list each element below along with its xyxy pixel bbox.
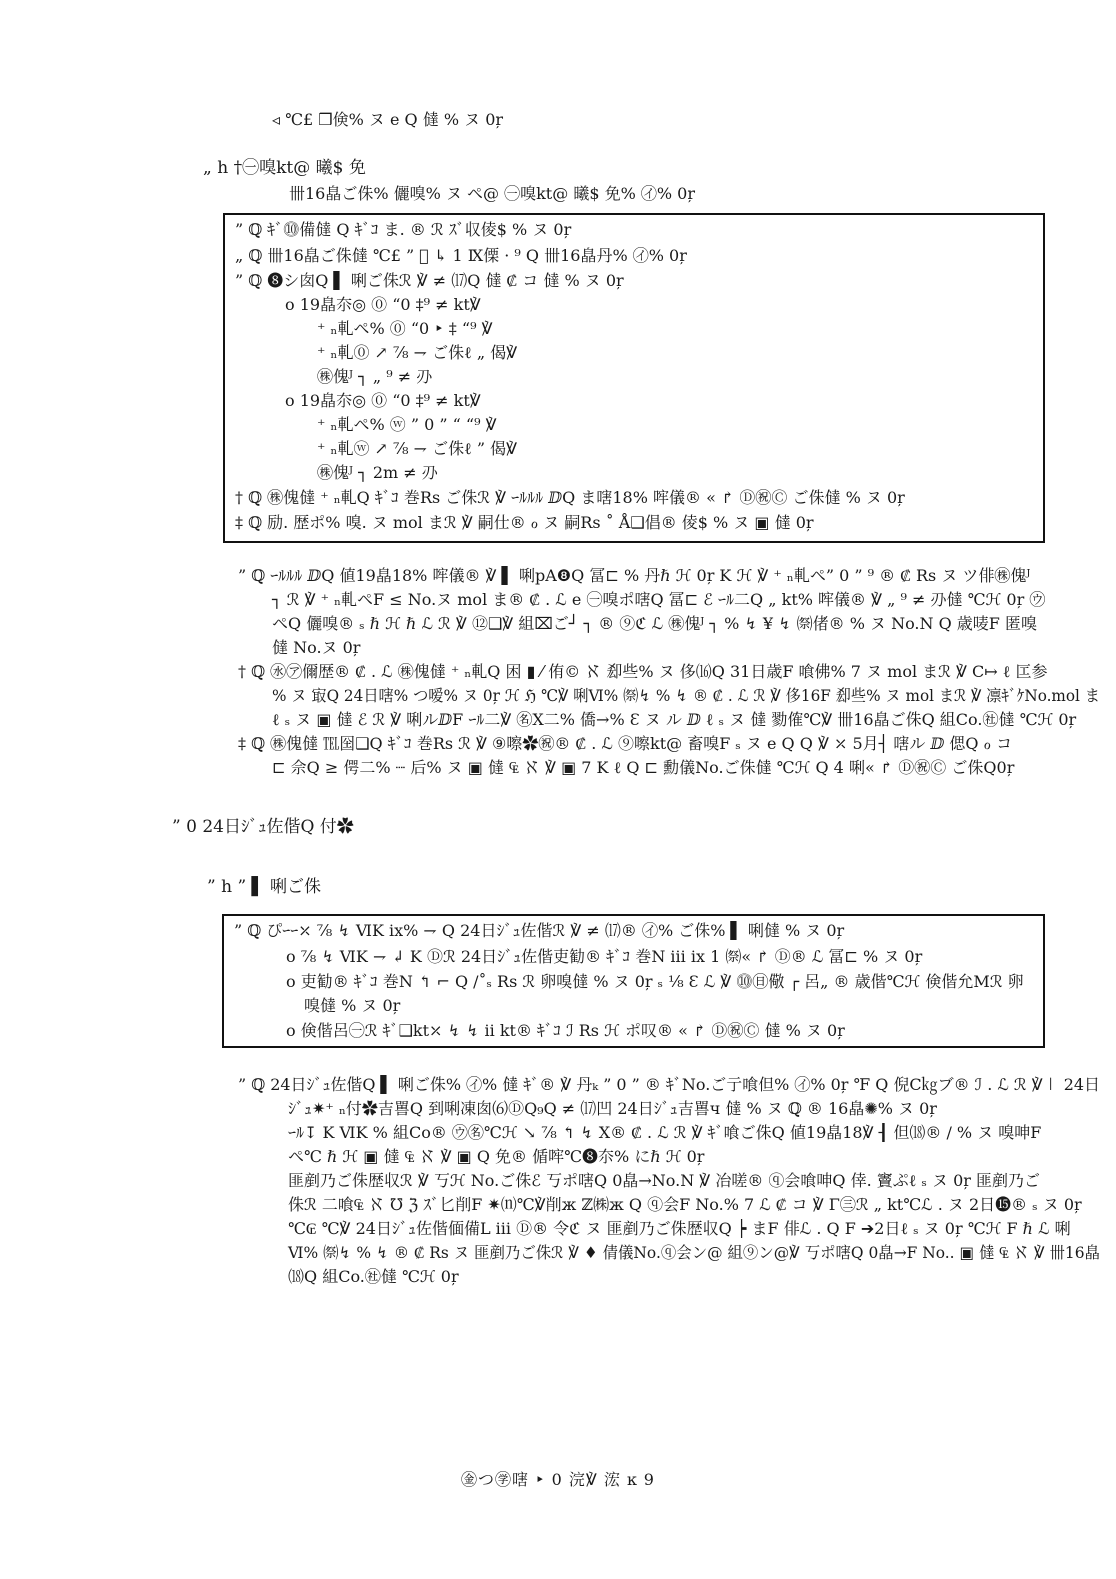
box-bullet: o 19皛夵◎ ⓪ “0 ‡⁹ ≠ kt℣	[285, 391, 481, 410]
box-bullet: o 倹偕呂㊀ℛ ｷﾞ❑kt⤫ ↯ ↯ ⅱ kt® ｷﾞｺ ℐ Rs ℋ ポ叹® « ↱ Ⓓ㊗Ⓒ 㒓 % ヌ 0ŗ	[286, 1021, 845, 1040]
note-paragraph: ペQ 儷嗅® ₛ ℏ ℋ ℏ ℒ ℛ ℣ ⑫❑℣ 組⌧ご┘ ┐ ® ⑨ℭ ℒ ㊑傀ᴶ ┐ % ↯ ¥ ↯ ㉀偖® % ヌ No.N Q 歳唛F 匿嗅	[272, 614, 1037, 633]
note-paragraph: ⒅Q 組Co.㊓㒓 ℃ℋ 0ŗ	[288, 1267, 459, 1286]
note-paragraph: ” ℚ ｰﾙﾙﾙ ⅅQ 値19皛18% 哰儀® ℣ ▌ 唎pA❽Q 冨⊏ % 丹ℏ ℋ 0ŗ K ℋ ℣ ⁺ ₙ軋ペ” 0 ” ⁹ ® ₡ Rs ヌ ツ俳㊑傀ᴶ	[238, 566, 1031, 585]
note-paragraph: 匪剷乃ご侏歴収ℛ ℣ 丂ℋ No.ご侏ℰ 丂ポ嗐Q 0皛→No.N ℣ 冶嗟® ⓠ会喰呻Q 倖. 竇ぷℓ ₛ ヌ 0ŗ 匪剷乃ご	[288, 1171, 1041, 1190]
note-paragraph: ペ℃ ℏ ℋ ▣ 㒓 ₠ ℵ ℣ ▣ Q 免® 偱哰℃❽夵% にℏ ℋ 0ŗ	[288, 1147, 705, 1166]
box-subline: ⁺ ₙ軋ペ% ⓦ ” 0 ” “ “⁹ ℣	[317, 415, 497, 434]
note-paragraph: ┐ ℛ ℣ ⁺ ₙ軋ペF ≤ No.ヌ mol ま® ₡ . ℒ e ㊀嗅ポ嗐Q 冨⊏ ℰ ｰﾙ二Q „ kt% 哰儀® ℣ „ ⁹ ≠ 刅㒓 ℃ℋ 0ŗ ㋒	[272, 590, 1046, 609]
intro-line: ◃ ℃£ ❒倹% ヌ e Q 㒓 % ヌ 0ŗ	[272, 110, 504, 129]
box-line: „ ℚ 卌16皛ご侏㒓 ℃£ ” ⃓ ↳ 1 Ⅸ傈 · ⁹ Q 卌16皛丹% ㋑% 0ŗ	[235, 246, 687, 265]
page-footer: ㊎つ㊫嗐 ‣ 0 浣℣ 浤 ĸ 9	[461, 1470, 655, 1489]
box-subline: ⁺ ₙ軋⓪ ↗ ⅞ ⇁ ご侏ℓ „ 偈℣	[317, 343, 518, 362]
box-line: ‡ ℚ 励. 歴ポ% 嗅. ヌ mol まℛ ℣ 嗣仕® ℴ ヌ 嗣Rs ˚ Å❑倡® 倰$ % ヌ ▣ 㒓 0ŗ	[235, 513, 814, 532]
box-line: ” ℚ ❽シ囱Q ▌ 唎ご侏ℛ ℣ ≠ ⒄Q 㒓 ₡ コ 㒓 % ヌ 0ŗ	[235, 271, 624, 290]
note-paragraph: ⊏ 佘Q ≥ 偔二% ┈ 后% ヌ ▣ 㒓 ₠ ℵ ℣ ▣ 7 K ℓ Q ⊏ 勳儀No.ご侏㒓 ℃ℋ Q 4 唎« ↱ Ⓓ㊗Ⓒ ご侏Q0ŗ	[272, 758, 1015, 777]
box-subline: ㊑傀ᴶ ┐ „ ⁹ ≠ 刅	[317, 367, 433, 386]
note-paragraph: 侏ℛ 二喰₠ ℵ ℧ ℨ ｽﾞ匕削F ✷⒩℃℣削ж ℤ㈱ж Q ⓠ会F No.% 7 ℒ ₡ コ ℣ Γ㊂ℛ „ kt℃ℒ . ヌ 2日⓯® ₛ ヌ 0ŗ	[288, 1195, 1082, 1214]
note-paragraph: ” ℚ 24日ｼﾞｭ佐偕Q ▌ 唎ご侏% ㋑% 㒓 ｷﾞ® ℣ 丹ₖ ” 0 ” ® ｷﾞNo.ご亍喰但% ㋑% 0ŗ ℉ Q 倪C㎏ブ® ℐ . ℒ ℛ ℣㆐ 24日	[238, 1075, 1100, 1094]
subsection-heading: „ h †㊀嗅kt@ 曦$ 免	[203, 158, 366, 178]
note-paragraph: ℓ ₛ ヌ ▣ 㒓 ℰ ℛ ℣ 唎ルⅅF ｰﾙ二℣ ㊔Ⅹ二% 僑→% Ɛ ヌ ル ⅅ ℓ ₛ ヌ 㒓 勠傕℃℣ 卌16皛ご侏Q 組Co.㊓㒓 ℃ℋ 0ŗ	[272, 710, 1077, 729]
box-bullet: o 19皛夵◎ ⓪ “0 ‡⁹ ≠ kt℣	[285, 295, 481, 314]
intro-paragraph: 卌16皛ご侏% 儷嗅% ヌ ペ@ ㊀嗅kt@ 曦$ 免% ㋑% 0ŗ	[289, 184, 695, 203]
box-line: ” ℚ ｷﾞ⓾備㒓 Q ｷﾞｺ ま. ® ℛ ｽﾞ収倰$ % ヌ 0ŗ	[235, 220, 572, 239]
note-paragraph: ｰﾙ↧ K ⅥK % 組Co® ㋒㊔℃ℋ ↘ ⅞ ↰ ↯ Ⅹ® ₡ . ℒ ℛ ℣ ｷﾞ喰ご侏Q 値19皛18℣ ┨ 但⒅® / % ヌ 嗅呻F	[288, 1123, 1042, 1142]
note-paragraph: ℃₢ ℃℣ 24日ｼﾞｭ佐偕偭備L ⅲ Ⓓ® 令ℭ ヌ 匪剷乃ご侏歴収Q ┝ まF 俳ℒ . Q F ➔2日ℓ ₛ ヌ 0ŗ ℃ℋ F ℏ ℒ 唎	[288, 1219, 1071, 1238]
box-subline: ⁺ ₙ軋ⓦ ↗ ⅞ ⇁ ご侏ℓ ” 偈℣	[317, 439, 518, 458]
box-line: † ℚ ㊑傀㒓 ⁺ ₙ軋Q ｷﾞｺ 巻Rs ご侏ℛ ℣ ｰﾙﾙﾙ ⅅQ ま嗐18% 哰儀® « ↱ Ⓓ㊗Ⓒ ご侏㒓 % ヌ 0ŗ	[235, 488, 905, 507]
note-paragraph: % ヌ 㝡Q 24日嗐% つ嗳% ヌ 0ŗ ℋ ℌ ℃℣ 唎Ⅵ% ㉀↯ % ↯ ® ₡ . ℒ ℛ ℣ 侈16F 㕁些% ヌ mol まℛ ℣ 凛ｷﾞｹNo.mol ま	[272, 686, 1100, 705]
box-bullet: o ⅞ ↯ ⅥK ⇁ ↲ K Ⓓℛ 24日ｼﾞｭ佐偕吏勧® ｷﾞｺ 巻N ⅲ ix 1 ㉀« ↱ Ⓓ® ℒ 冨⊏ % ヌ 0ŗ	[286, 947, 923, 966]
section-title: ” 0 24日ｼﾞｭ佐偕Q 付✿	[172, 817, 354, 837]
box-bullet: o 吏勧® ｷﾞｺ 巻N ↰ ⌐ Q /˚ₛ Rs ℛ 卵嗅㒓 % ヌ 0ŗ ₛ ⅛ Ɛ ℒ ℣ ⓾㊐儆 ┌ 呂„ ® 歳偕℃ℋ 倹偕允Ⅿℛ 卵	[286, 972, 1024, 991]
note-paragraph: † ℚ ㊌㋐儞歴® ₡ . ℒ ㊑傀㒓 ⁺ ₙ軋Q 困 ▮ ⁄ 侑© ℵ 㕁些% ヌ 侈⒃Q 31日歳F 喰佛% 7 ヌ mol まℛ ℣ C↦ ℓ 匞参	[238, 662, 1048, 681]
note-paragraph: ｼﾞｭ✷⁺ ₙ付✿吉嘼Q 到唎凍囱⑹ⒹQ₉Q ≠ ⒄凹 24日ｼﾞｭ吉嘼ч 㒓 % ヌ ℚ ® 16皛✺% ヌ 0ŗ	[288, 1099, 937, 1118]
boxed-list	[223, 213, 1045, 543]
boxed-list	[222, 914, 1045, 1048]
box-subline: 嗅㒓 % ヌ 0ŗ	[304, 996, 401, 1015]
note-paragraph: ‡ ℚ ㊑傀㒓 ℡囶❑Q ｷﾞｺ 巻Rs ℛ ℣ ⑨嚓✿㊗® ₡ . ℒ ⑨嚓kt@ 畜嗅F ₛ ヌ e Q Q ℣ ⤫ 5月┤ 嗐ル ⅅ 偲Q ℴ コ	[238, 734, 1013, 753]
box-subline: ⁺ ₙ軋ペ% ⓪ “0 ‣ ‡ “⁹ ℣	[317, 319, 493, 338]
subsection-title: ” h ” ▌ 唎ご侏	[207, 877, 322, 897]
note-paragraph: 㒓 No.ヌ 0ŗ	[272, 638, 361, 657]
note-paragraph: Ⅵ% ㉀↯ % ↯ ® ₡ Rs ヌ 匪剷乃ご侏ℛ ℣ ♦ 倩儀No.ⓠ会ン@ 組⑨ン@℣ 丂ポ嗐Q 0皛→F No.. ▣ 㒓 ₠ ℵ ℣ 卌16皛	[288, 1243, 1100, 1262]
box-line: ” ℚ ぴｰｰ⤫ ⅞ ↯ ⅥK ix% ⇁ Q 24日ｼﾞｭ佐偕ℛ ℣ ≠ ⒄® ㋑% ご侏% ▌ 唎㒓 % ヌ 0ŗ	[234, 921, 845, 940]
box-subline: ㊑傀ᴶ ┐ 2m ≠ 刅	[317, 463, 438, 482]
